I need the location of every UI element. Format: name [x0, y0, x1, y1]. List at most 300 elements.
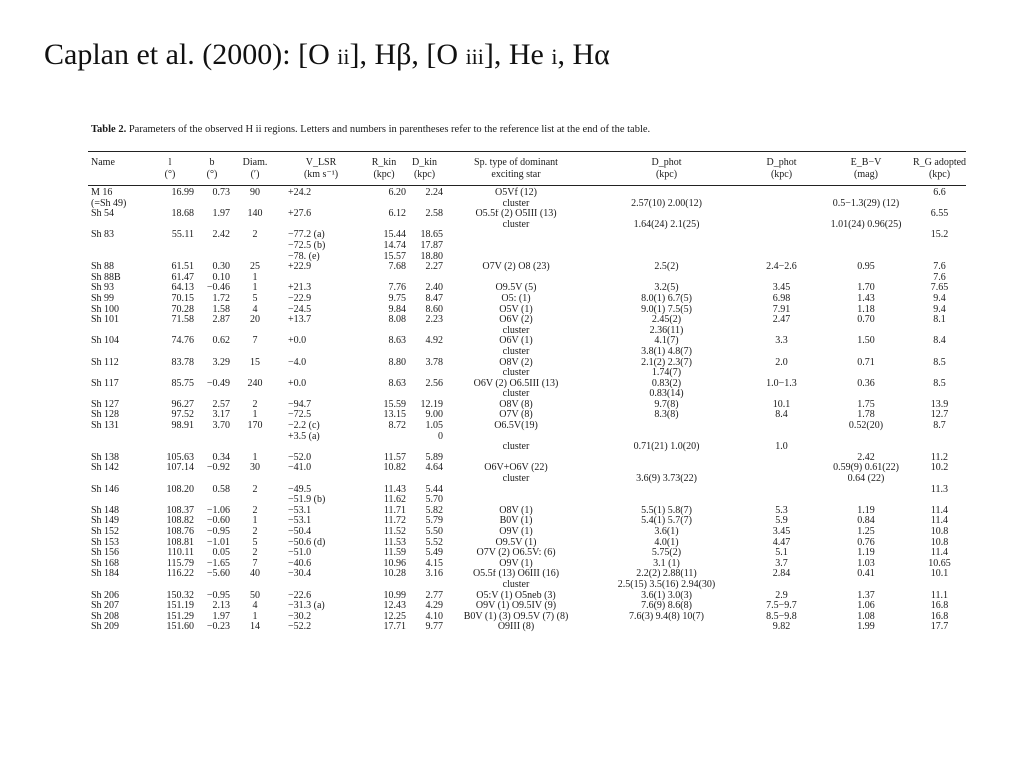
cell-dphot: 4.0(1): [654, 537, 679, 548]
cell-rkin: 15.44: [383, 230, 406, 241]
table-row: [88, 548, 966, 559]
cell-dphot2: [744, 185, 819, 199]
header-b: [194, 157, 230, 185]
cell-rkin: 8.72: [388, 421, 406, 432]
cell-sptype: O9.5V (1): [495, 537, 537, 548]
cell-sptype: cluster: [502, 442, 530, 453]
cell-rkin: [362, 368, 406, 379]
table-caption: [91, 124, 650, 135]
cell-diam: 7: [252, 336, 258, 347]
header-dkin: [406, 157, 443, 185]
cell-b: 3.29: [212, 357, 230, 368]
cell-dphot2: 8.5−9.8: [766, 611, 797, 622]
cell-rg: [913, 474, 966, 485]
cell-dphot: [589, 273, 744, 284]
cell-dphot2: 10.1: [772, 399, 791, 410]
cell-name: Sh 127: [91, 399, 120, 410]
cell-diam: 20: [250, 315, 260, 326]
cell-diam: 2: [252, 505, 258, 516]
cell-dkin: 0: [438, 431, 443, 442]
cell-dkin: 5.50: [425, 527, 443, 537]
cell-dphot: 1.74(7): [651, 368, 682, 379]
cell-ebv: [819, 252, 913, 263]
cell-b: [194, 368, 230, 379]
cell-ebv: 1.78: [857, 410, 875, 421]
cell-ebv: 1.50: [857, 336, 875, 347]
cell-dphot2: [744, 495, 819, 506]
table-row: [88, 410, 966, 421]
cell-b: [194, 326, 230, 337]
cell-l: 85.75: [171, 378, 194, 389]
cell-rg: 17.7: [930, 622, 949, 633]
cell-rg: 15.2: [930, 230, 949, 241]
cell-dkin: 9.00: [425, 410, 443, 421]
cell-ebv: [819, 185, 913, 199]
table-row: [88, 559, 966, 570]
cell-diam: 15: [250, 357, 260, 368]
cell-dkin: [406, 368, 443, 379]
cell-name: M 16: [91, 187, 113, 198]
cell-rg: 11.2: [930, 452, 949, 463]
cell-dkin: 2.56: [425, 378, 443, 389]
cell-sptype: O9V (1) O9.5IV (9): [475, 601, 557, 612]
cell-diam: 1: [252, 272, 258, 283]
cell-ebv: [819, 389, 913, 400]
cell-dkin: 5.82: [425, 505, 443, 516]
cell-dkin: 12.19: [420, 399, 443, 410]
cell-sptype: cluster: [502, 346, 530, 357]
cell-vlsr: −30.2: [288, 611, 312, 622]
cell-dkin: 5.52: [425, 537, 443, 548]
table-row: [88, 294, 966, 305]
cell-rkin: 11.57: [383, 452, 406, 463]
table-row: [88, 538, 966, 549]
cell-rg: 11.3: [930, 484, 949, 495]
cell-vlsr: [280, 474, 362, 485]
cell-rg: 8.5: [933, 357, 946, 368]
cell-dkin: 3.16: [425, 569, 443, 580]
cell-name: Sh 100: [91, 304, 120, 315]
cell-l: 151.60: [166, 622, 194, 633]
cell-dphot: 3.8(1) 4.8(7): [641, 346, 692, 357]
table-row: [88, 389, 966, 400]
cell-vlsr: −72.5 (b): [288, 240, 326, 251]
cell-name: Sh 138: [91, 452, 120, 463]
table-row: [88, 326, 966, 337]
cell-l: 108.76: [166, 527, 194, 537]
cell-dkin: 2.27: [425, 262, 443, 273]
cell-name: Sh 112: [91, 357, 119, 368]
cell-sptype: O8V (8): [499, 399, 533, 410]
cell-ebv: [819, 495, 913, 506]
cell-name: Sh 88: [91, 262, 115, 273]
table-row: [88, 209, 966, 220]
cell-b: 0.10: [212, 272, 230, 283]
cell-rkin: [362, 474, 406, 485]
cell-dkin: 4.10: [425, 611, 443, 622]
header-unit: (kpc): [413, 169, 436, 180]
cell-b: −1.06: [206, 505, 230, 516]
cell-sptype: [443, 273, 589, 284]
title-part: ], Hβ, [O: [349, 38, 466, 71]
cell-name: [88, 241, 146, 252]
cell-name: [88, 220, 146, 231]
cell-vlsr: −49.5: [288, 484, 312, 495]
cell-dphot: 3.6(9) 3.73(22): [636, 474, 697, 485]
cell-rg: 10.1: [930, 569, 949, 580]
cell-dkin: 2.58: [425, 209, 443, 220]
header-line: D_kin: [412, 157, 437, 168]
cell-diam: 2: [252, 230, 258, 241]
cell-l: 107.14: [166, 463, 194, 474]
cell-rg: 10.8: [930, 537, 949, 548]
cell-rkin: 14.74: [383, 240, 406, 251]
cell-dkin: 9.77: [425, 622, 443, 633]
cell-dphot2: [744, 474, 819, 485]
cell-ebv: [819, 580, 913, 591]
cell-ebv: 0.64 (22): [847, 474, 885, 485]
cell-diam: 50: [250, 590, 260, 601]
cell-dkin: 2.24: [425, 187, 443, 198]
cell-rkin: 7.68: [388, 262, 406, 273]
table-row: [88, 591, 966, 602]
table-row: [88, 315, 966, 326]
cell-rg: [913, 241, 966, 252]
cell-sptype: O6V (1): [499, 336, 533, 347]
table-row: [88, 400, 966, 411]
table-caption-label: Table 2.: [91, 124, 127, 135]
cell-dphot2: 2.47: [772, 315, 791, 326]
cell-sptype: O9III (8): [497, 622, 535, 633]
cell-dkin: 3.78: [425, 357, 443, 368]
cell-b: [194, 241, 230, 252]
cell-ebv: 0.5−1.3(29) (12): [832, 198, 900, 209]
cell-rkin: 9.84: [388, 304, 406, 315]
table-row: [88, 421, 966, 432]
cell-name: Sh 54: [91, 209, 115, 220]
cell-rg: 7.6: [933, 262, 946, 273]
cell-dphot: [589, 209, 744, 220]
cell-sptype: O9V (1): [499, 527, 533, 537]
cell-b: 1.58: [212, 304, 230, 315]
cell-sptype: O7V (2) O6.5V: (6): [476, 548, 556, 559]
cell-b: −5.60: [206, 569, 230, 580]
cell-sptype: O6V (2) O6.5III (13): [473, 378, 559, 389]
cell-rkin: 7.76: [388, 283, 406, 294]
cell-dphot2: 5.1: [775, 548, 788, 559]
cell-dkin: 5.70: [425, 495, 443, 506]
cell-ebv: [819, 432, 913, 443]
cell-name: Sh 131: [91, 421, 120, 432]
cell-sptype: [443, 252, 589, 263]
cell-dkin: [406, 474, 443, 485]
cell-b: [194, 442, 230, 453]
cell-diam: 170: [247, 421, 263, 432]
header-line: D_phot: [651, 157, 682, 168]
cell-sptype: cluster: [502, 579, 530, 590]
cell-diam: [230, 495, 280, 506]
cell-sptype: [443, 230, 589, 241]
table-row: [88, 622, 966, 633]
cell-sptype: O8V (1): [499, 505, 533, 516]
cell-l: 70.15: [171, 293, 194, 304]
cell-dkin: 17.87: [420, 240, 443, 251]
cell-ebv: 1.06: [857, 601, 875, 612]
cell-sptype: [443, 453, 589, 464]
table-row: [88, 199, 966, 210]
cell-diam: 30: [250, 463, 260, 474]
cell-b: [194, 220, 230, 231]
cell-dphot: [589, 252, 744, 263]
cell-vlsr: −50.6 (d): [288, 537, 326, 548]
table-row: [88, 230, 966, 241]
cell-l: 108.81: [166, 537, 194, 548]
header-l: [146, 157, 194, 185]
cell-dphot2: 9.82: [772, 622, 791, 633]
cell-vlsr: +0.0: [288, 336, 307, 347]
cell-ebv: 1.43: [857, 293, 875, 304]
cell-rkin: 11.59: [383, 548, 406, 559]
cell-dkin: 18.65: [420, 230, 443, 241]
header-unit: (°): [206, 169, 218, 180]
cell-name: Sh 207: [91, 601, 120, 612]
cell-rg: 8.7: [933, 421, 946, 432]
cell-dkin: 4.64: [425, 463, 443, 474]
cell-diam: 7: [252, 558, 258, 569]
cell-b: 1.97: [212, 611, 230, 622]
header-line: V_LSR: [305, 157, 337, 168]
cell-sptype: cluster: [502, 474, 530, 485]
cell-vlsr: +22.9: [288, 262, 312, 273]
table-row: [88, 379, 966, 390]
cell-rg: 13.9: [930, 399, 949, 410]
cell-dphot: 8.3(8): [654, 410, 679, 421]
cell-l: 74.76: [171, 336, 194, 347]
cell-dphot2: [744, 220, 819, 231]
cell-ebv: 1.37: [857, 590, 875, 601]
cell-rkin: 11.43: [383, 484, 406, 495]
cell-vlsr: −51.0: [288, 548, 312, 559]
cell-ebv: 0.36: [857, 378, 875, 389]
cell-l: 71.58: [171, 315, 194, 326]
cell-name: [88, 326, 146, 337]
cell-rg: [913, 495, 966, 506]
cell-sptype: O9.5V (5): [495, 283, 537, 294]
header-line: E_B−V: [850, 157, 882, 168]
cell-dphot: 3.1 (1): [653, 558, 680, 569]
cell-name: [88, 442, 146, 453]
cell-rg: 8.1: [933, 315, 946, 326]
header-rg: [913, 157, 966, 185]
cell-dphot2: [744, 209, 819, 220]
cell-diam: 4: [252, 304, 258, 315]
cell-rkin: 13.15: [383, 410, 406, 421]
cell-dphot: [589, 485, 744, 496]
cell-name: (=Sh 49): [91, 198, 127, 209]
cell-sptype: cluster: [502, 389, 530, 400]
cell-dphot: 2.5(15) 3.5(16) 2.94(30): [617, 579, 716, 590]
cell-dphot: 2.1(2) 2.3(7): [641, 357, 692, 368]
cell-diam: 140: [247, 209, 263, 220]
header-diam: [230, 157, 280, 185]
cell-rkin: 10.96: [383, 558, 406, 569]
cell-l: [146, 326, 194, 337]
header-unit: (kpc): [373, 169, 395, 180]
cell-dkin: 5.44: [425, 484, 443, 495]
cell-ebv: 1.19: [857, 548, 875, 559]
cell-rkin: 12.43: [383, 601, 406, 612]
cell-rkin: 8.63: [388, 378, 406, 389]
table-row: [88, 495, 966, 506]
table-row: [88, 580, 966, 591]
cell-b: 1.97: [212, 209, 230, 220]
table-row: [88, 474, 966, 485]
cell-dkin: [406, 273, 443, 284]
cell-name: [88, 495, 146, 506]
cell-vlsr: −24.5: [288, 304, 312, 315]
header-rkin: [362, 157, 406, 185]
cell-diam: 4: [252, 601, 258, 612]
cell-vlsr: −31.3 (a): [288, 601, 325, 612]
cell-sptype: O8V (2): [499, 357, 533, 368]
cell-dkin: [406, 199, 443, 210]
cell-dphot2: 2.84: [772, 569, 791, 580]
cell-dphot: 3.6(1): [654, 527, 679, 537]
cell-ebv: [819, 347, 913, 358]
cell-dphot: 3.2(5): [654, 283, 679, 294]
cell-l: 70.28: [171, 304, 194, 315]
cell-diam: 5: [252, 537, 258, 548]
cell-vlsr: [280, 389, 362, 400]
cell-dphot2: [744, 453, 819, 464]
cell-rg: 16.8: [930, 611, 949, 622]
cell-b: [194, 432, 230, 443]
title-ionization-ii: ii: [337, 44, 350, 69]
cell-l: 18.68: [171, 209, 194, 220]
header-line: R_kin: [371, 157, 397, 168]
table-row: [88, 241, 966, 252]
cell-name: Sh 209: [91, 622, 120, 633]
cell-name: Sh 208: [91, 611, 120, 622]
cell-dphot2: 5.3: [775, 505, 788, 516]
cell-b: −0.95: [206, 527, 230, 537]
header-unit: (kpc): [928, 169, 951, 180]
cell-ebv: 0.52(20): [848, 421, 884, 432]
cell-rkin: [362, 220, 406, 231]
cell-vlsr: +24.2: [288, 187, 312, 198]
table-row: [88, 220, 966, 231]
cell-dphot: 4.1(7): [654, 336, 679, 347]
cell-rkin: 8.63: [388, 336, 406, 347]
header-dphot: [589, 157, 744, 185]
cell-sptype: cluster: [502, 219, 530, 230]
cell-name: Sh 99: [91, 293, 115, 304]
cell-l: 98.91: [171, 421, 194, 432]
cell-vlsr: −41.0: [288, 463, 312, 474]
cell-dphot2: 3.7: [775, 558, 788, 569]
cell-l: 55.11: [171, 230, 194, 241]
cell-rkin: 11.53: [383, 537, 406, 548]
cell-vlsr: −50.4: [288, 527, 312, 537]
table-row: [88, 273, 966, 284]
cell-b: [194, 580, 230, 591]
cell-vlsr: [280, 347, 362, 358]
cell-name: Sh 104: [91, 336, 120, 347]
cell-vlsr: [280, 368, 362, 379]
header-dphot2: [744, 157, 819, 185]
header-line: l: [168, 157, 172, 168]
cell-dphot: [589, 495, 744, 506]
cell-rg: 9.4: [933, 304, 946, 315]
cell-dphot2: 2.4−2.6: [766, 262, 797, 273]
header-unit: exciting star: [491, 169, 541, 180]
cell-dkin: 4.29: [425, 601, 443, 612]
cell-vlsr: −72.5: [288, 410, 312, 421]
cell-rg: [913, 368, 966, 379]
cell-vlsr: [280, 273, 362, 284]
cell-dkin: 8.60: [425, 304, 443, 315]
cell-dphot: [589, 453, 744, 464]
cell-vlsr: −22.6: [288, 590, 312, 601]
cell-rg: [913, 220, 966, 231]
cell-l: [146, 474, 194, 485]
cell-dphot2: 3.45: [772, 527, 791, 537]
cell-dphot: 2.5(2): [654, 262, 679, 273]
cell-name: Sh 152: [91, 527, 120, 537]
cell-sptype: O7V (8): [499, 410, 533, 421]
header-unit: (kpc): [770, 169, 793, 180]
cell-dkin: [406, 347, 443, 358]
cell-dkin: [406, 326, 443, 337]
cell-rkin: 10.28: [383, 569, 406, 580]
cell-diam: [230, 199, 280, 210]
title-ionization-i: i: [551, 44, 558, 69]
table-row: [88, 601, 966, 612]
cell-vlsr: [280, 326, 362, 337]
cell-dkin: 2.77: [425, 590, 443, 601]
cell-diam: [230, 389, 280, 400]
table-row: [88, 347, 966, 358]
cell-l: [146, 580, 194, 591]
cell-vlsr: −53.1: [288, 505, 312, 516]
cell-name: Sh 146: [91, 484, 120, 495]
cell-dphot: 2.2(2) 2.88(11): [636, 569, 697, 580]
cell-ebv: 0.70: [857, 315, 875, 326]
cell-rg: 8.4: [933, 336, 946, 347]
cell-l: 96.27: [171, 399, 194, 410]
cell-name: [88, 580, 146, 591]
table-row: [88, 485, 966, 496]
cell-diam: 2: [252, 484, 258, 495]
table-body: [88, 185, 966, 633]
cell-dphot: 0.83(14): [649, 389, 684, 400]
cell-b: 0.62: [212, 336, 230, 347]
table-row: [88, 432, 966, 443]
cell-vlsr: +27.6: [288, 209, 312, 220]
cell-diam: 1: [252, 611, 258, 622]
table-row: [88, 262, 966, 273]
cell-diam: [230, 368, 280, 379]
cell-dphot: 5.75(2): [651, 548, 682, 559]
cell-sptype: cluster: [502, 325, 530, 336]
table-row: [88, 442, 966, 453]
cell-b: [194, 252, 230, 263]
header-name: [88, 157, 146, 185]
cell-vlsr: +21.3: [288, 283, 312, 294]
cell-dphot2: [744, 421, 819, 432]
cell-name: [88, 347, 146, 358]
cell-diam: 2: [252, 548, 258, 559]
